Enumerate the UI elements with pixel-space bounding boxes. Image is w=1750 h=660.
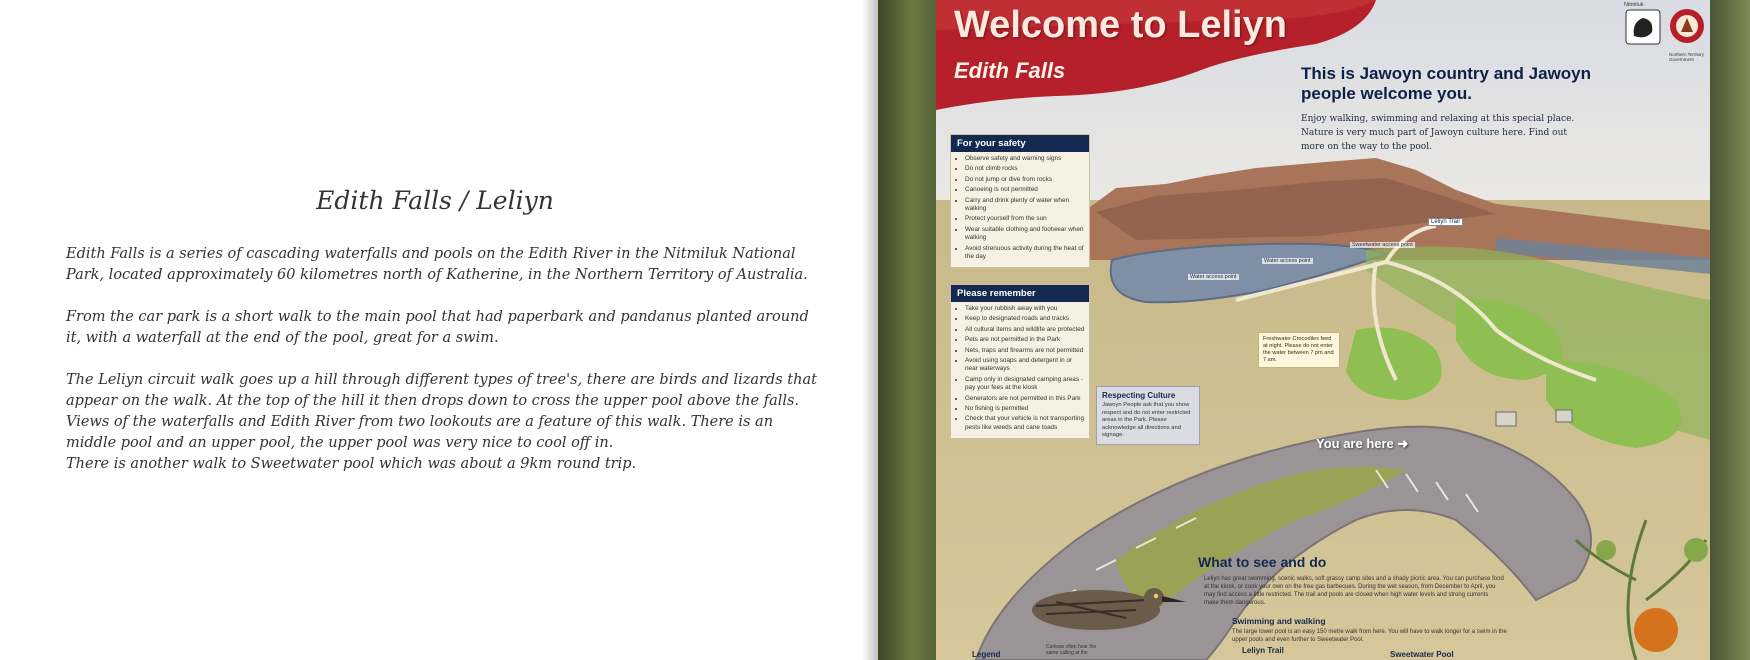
safety-item: • Do not jump or dive from rocks bbox=[965, 176, 1085, 184]
see-and-do-body: Leliyn has great swimming, scenic walks, soft grassy camp sites and a shady picnic area. You can purchase food at the kiosk, or cook your own on the free gas barbecues. During the wet season, from December to April, you may find access a little restricted. The trail and pools are closed when high water levels and strong currents make them dangerous. bbox=[1204, 576, 1504, 606]
trail-leliyn: Leliyn Trail bbox=[1242, 646, 1284, 655]
safety-item: • Carry and drink plenty of water when walking bbox=[965, 197, 1085, 214]
remember-panel bbox=[950, 284, 1090, 439]
trail-sweetwater: Sweetwater Pool bbox=[1390, 650, 1454, 659]
article-page bbox=[0, 0, 870, 660]
nt-government-logo bbox=[1670, 9, 1704, 43]
you-are-here-marker bbox=[1316, 436, 1408, 452]
safety-heading: For your safety bbox=[951, 135, 1089, 152]
sign-frame-left bbox=[878, 0, 936, 660]
remember-heading: Please remember bbox=[951, 285, 1089, 302]
article-paragraph-2: From the car park is a short walk to the main pool that had paperbark and pandanus planted around it, with a waterfall at the end of the pool, great for a swim. bbox=[66, 309, 809, 346]
park-sign bbox=[936, 0, 1710, 660]
article-paragraph-4: There is another walk to Sweetwater pool which was about a 9km round trip. bbox=[66, 456, 637, 472]
remember-item: • Pets are not permitted in the Park bbox=[965, 336, 1085, 344]
welcome-heading: This is Jawoyn country and Jawoyn people welcome you. bbox=[1301, 64, 1592, 103]
culture-heading: Respecting Culture bbox=[1102, 391, 1176, 400]
map-label-sweetwater: Sweetwater access point bbox=[1352, 242, 1413, 248]
crocodile-notice: Freshwater Crocodiles feed at night. Please do not enter the water between 7 pm and 7 am. bbox=[1258, 332, 1340, 368]
remember-item: • Camp only in designated camping areas - pay your fees at the kiosk bbox=[965, 376, 1085, 393]
remember-item: • No fishing is permitted bbox=[965, 405, 1085, 413]
safety-item: • Do not climb rocks bbox=[965, 165, 1085, 173]
legend-heading: Legend bbox=[972, 650, 1001, 659]
swimming-body: The large lower pool is an easy 150 metre walk from here. You will have to walk longer for a swim in the upper pools and even further to Sweetwater Pool. bbox=[1232, 629, 1507, 643]
culture-box bbox=[1096, 386, 1200, 445]
remember-list bbox=[951, 302, 1089, 438]
culture-body: Jawoyn People ask that you show respect and do not enter restricted areas in the Park. Please acknowledge all directions and signage. bbox=[1102, 402, 1191, 438]
article-paragraph-3: The Leliyn circuit walk goes up a hill through different types of tree's, there are birds and lizards that appear on the walk. At the top of the hill it then drops down to cross the upper pool above the falls. Views of the waterfalls and Edith River from two lookouts are a feature of this walk. There is an middle pool and an upper pool, the upper pool was very nice to cool off in. bbox=[66, 372, 817, 451]
remember-item: • Keep to designated roads and tracks bbox=[965, 315, 1085, 323]
article-paragraph-1: Edith Falls is a series of cascading waterfalls and pools on the Edith River in the Nitmiluk National Park, located approximately 60 kilometres north of Katherine, in the Northern Territory of Australia. bbox=[66, 246, 808, 283]
safety-item: • Protect yourself from the sun bbox=[965, 215, 1085, 223]
map-label-lower-pool: Water access point bbox=[1190, 274, 1237, 280]
remember-item: • Take your rubbish away with you bbox=[965, 305, 1085, 313]
article-title: Edith Falls / Leliyn bbox=[316, 186, 554, 215]
you-are-here-label: You are here bbox=[1316, 436, 1394, 451]
safety-list bbox=[951, 152, 1089, 267]
remember-item: • Check that your vehicle is not transporting pests like weeds and cane toads bbox=[965, 415, 1085, 432]
welcome-body: Enjoy walking, swimming and relaxing at this special place. Nature is very much part of Jawoyn culture here. Find out more on the way to the pool. bbox=[1301, 114, 1575, 152]
safety-item: • Canoeing is not permitted bbox=[965, 186, 1085, 194]
remember-item: • Generators are not permitted in this Park bbox=[965, 395, 1085, 403]
map-label-access-point: Water access point bbox=[1264, 258, 1311, 264]
sign-subtitle: Edith Falls bbox=[954, 58, 1066, 83]
bird-caption: Curlews often hear the same calling at the bbox=[1046, 644, 1097, 656]
arrow-right-icon: ➜ bbox=[1397, 436, 1409, 451]
remember-item: • Nets, traps and firearms are not permitted bbox=[965, 347, 1085, 355]
govt-logo-text: Northern Territory Government bbox=[1669, 52, 1704, 62]
see-and-do-heading: What to see and do bbox=[1198, 554, 1327, 570]
safety-panel bbox=[950, 134, 1090, 268]
remember-item: • Avoid using soaps and detergent in or near waterways bbox=[965, 357, 1085, 374]
sign-frame-right bbox=[1710, 0, 1750, 660]
safety-item: • Observe safety and warning signs bbox=[965, 155, 1085, 163]
safety-item: • Wear suitable clothing and footwear when walking bbox=[965, 226, 1085, 243]
remember-item: • All cultural items and wildlife are protected bbox=[965, 326, 1085, 334]
swimming-heading: Swimming and walking bbox=[1232, 616, 1326, 626]
nitmiluk-logo bbox=[1626, 10, 1660, 44]
safety-item: • Avoid strenuous activity during the heat of the day bbox=[965, 245, 1085, 262]
map-label-trail: Leliyn Trail bbox=[1428, 218, 1463, 226]
sign-title: Welcome to Leliyn bbox=[954, 4, 1287, 46]
nitmiluk-logo-text: Nitmiluk bbox=[1624, 2, 1644, 8]
sign-photo bbox=[878, 0, 1750, 660]
